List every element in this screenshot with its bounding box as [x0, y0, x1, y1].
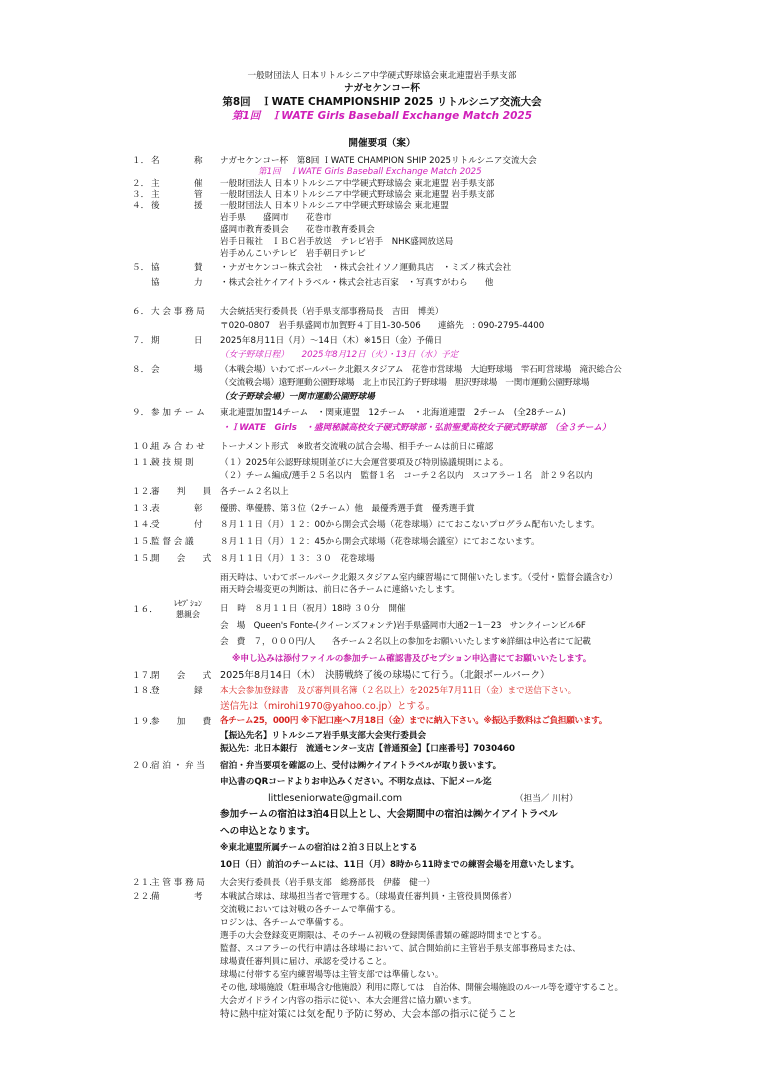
- event-name-girls: 第1回 ＩWATE Girls Baseball Exchange Match 2025: [258, 167, 482, 177]
- note-line: 球場責任審判員に届け、承認を受けること。: [220, 957, 392, 967]
- item-number: １２．: [132, 487, 158, 497]
- support-line: 盛岡市教育委員会 花巻市教育委員会: [220, 225, 375, 235]
- rules-line: （１）2025年公認野球規則並びに大会運営要項及び特別協議規則による。: [220, 458, 509, 468]
- lodging-email: littleseniorwate@gmail.com: [268, 793, 403, 804]
- item-label-closing: 閉 会 式: [151, 671, 212, 681]
- item-number: ２．: [132, 179, 150, 189]
- item-label-sponsor: 協 賛: [151, 263, 203, 273]
- item-label-dates: 期 日: [151, 336, 203, 346]
- manager-value: 一般財団法人 日本リトルシニア中学硬式野球協会 東北連盟 岩手県支部: [220, 190, 495, 200]
- party-note: ※申し込みは添付ファイルの参加チーム確認書及びセプション申込書にてお願いいたします。: [232, 654, 592, 664]
- item-label-support: 後 援: [151, 201, 203, 211]
- item-label-manager: 主 管: [151, 190, 203, 200]
- item-label-reception: 受 付: [151, 520, 203, 530]
- host-value: 一般財団法人 日本リトルシニア中学硬式野球協会 東北連盟 岩手県支部: [220, 179, 495, 189]
- party-fee: 会 費 ７，０００円/人 各チーム２名以上の参加をお願いいたします※詳細は申込者にて記載: [220, 637, 591, 647]
- bank-account-name: 【振込先名】リトルシニア岩手県支部大会実行委員会: [220, 731, 427, 741]
- umpires-value: 各チーム２名以上: [220, 487, 289, 497]
- bank-account-details: 振込先：北日本銀行 流通センター支店【普通預金】【口座番号】7030460: [220, 744, 516, 754]
- rain-note: 雨天時会場変更の判断は、前日に各チームに連絡いたします。: [220, 585, 460, 595]
- girls-dates: （女子野球日程） 2025年8月12日（火）・13日（水）予定: [220, 350, 459, 360]
- rain-note: 雨天時は、いわてボールパーク北銀スタジアム室内練習場にて開催いたします。（受付・監督会議含む）: [220, 573, 618, 583]
- note-line: 球場に付帯する室内練習場等は主管支部では準備しない。: [220, 970, 444, 980]
- registration-email: 送信先は（mirohi1970@yahoo.co.jp）とする。: [220, 701, 436, 712]
- note-line: 大会ガイドライン内容の指示に従い、本大会運営に協力願います。: [220, 996, 477, 1006]
- dates-value: 2025年8月11日（月）～14日（木）※15日（金）予備日: [220, 336, 443, 346]
- lodging-line: への申込となります。: [220, 826, 316, 837]
- item-label-teams: 参 加 チ ー ム: [151, 408, 205, 418]
- opening-value: ８月１１日（月）１３：３０ 花巻球場: [220, 554, 375, 564]
- item-number: ８．: [132, 365, 150, 375]
- cup-name: ナガセケンコー杯: [343, 83, 421, 94]
- item-label-opening: 開 会 式: [151, 554, 212, 564]
- item-label-rules: 競 技 規 則: [151, 458, 194, 468]
- item-number: １８．: [132, 686, 158, 696]
- item-label-fee: 参 加 費: [151, 717, 212, 727]
- venue-girls: （女子野球会場）一関市運動公園野球場: [220, 392, 375, 402]
- item-number: １４．: [132, 520, 158, 530]
- item-label-registration: 登 録: [151, 686, 203, 696]
- girls-teams: ・ＩWATE Girls ・盛岡秘誠高校女子硬式野球部・弘前聖愛高校女子硬式野球部 （全３チーム）: [222, 423, 611, 433]
- bracket-value: トーナメント形式 ※敗者交流戦の試合会場、相手チームは前日に確認: [220, 442, 494, 452]
- item-label-awards: 表 彰: [151, 504, 203, 514]
- item-number: ７．: [132, 336, 150, 346]
- organizer-line: 一般財団法人 日本リトルシニア中学硬式野球協会東北連盟岩手県支部: [247, 71, 517, 81]
- note-line: その他, 球場施設（駐車場含む他施設）利用に際しては 自治体、開催会場施設のルール等を遵守すること。: [220, 983, 623, 993]
- item-number: ９．: [132, 408, 150, 418]
- item-number: １０．: [132, 442, 158, 452]
- managers-meeting-value: ８月１１日（月）１２：45から開会式球場（花巻球場会議室）にておこないます。: [220, 537, 540, 547]
- secretariat-value: 大会実行委員長（岩手県支部 総務部長 伊藤 健一）: [220, 878, 435, 888]
- venue-exchange: （交流戦会場）遠野運動公園野球場 北上市民江釣子野球場 胆沢野球場 一関市運動公園野球場: [220, 378, 590, 388]
- item-label-umpires: 審 判 員: [151, 487, 212, 497]
- party-datetime: 日 時 ８月１１日（祝月）18時 ３０分 開催: [220, 604, 406, 614]
- item-label-office: 大 会 事 務 局: [151, 307, 205, 317]
- item-number: １９．: [132, 717, 158, 727]
- item-number: ２０．: [132, 761, 158, 771]
- item-number: ２１．: [132, 878, 158, 888]
- awards-value: 優勝、準優勝、第３位（2チーム）他 最優秀選手賞 優秀選手賞: [220, 504, 475, 514]
- item-label-host: 主 催: [151, 179, 203, 189]
- note-line: 監督、スコアラーの代行申請は各球場において、試合開始前に主管岩手県支部事務局または、: [220, 944, 581, 954]
- item-label-notes: 備 考: [151, 892, 203, 902]
- item-label-cooperation: 協 力: [151, 278, 203, 288]
- girls-subtitle: 第1回 ＩWATE Girls Baseball Exchange Match 2025: [231, 110, 533, 122]
- support-line: 岩手日報社 ＩＢＣ岩手放送 テレビ岩手 NHK盛岡放送局: [220, 237, 454, 247]
- venue-main: （本戦会場）いわてボールパーク北銀スタジアム 花巻市営球場 大迫野球場 雫石町営球場 滝沢総合公: [220, 365, 622, 375]
- lodging-line: 参加チームの宿泊は3泊4日以上とし、大会期間中の宿泊は㈱ケイアイトラベル: [220, 809, 558, 820]
- teams-value: 東北連盟加盟14チーム ・関東連盟 12チーム ・北海道連盟 2チーム (全28チーム): [220, 408, 566, 418]
- item-label-managers-meeting: 監 督 会 議: [151, 537, 194, 547]
- item-label-secretariat: 主 管 事 務 局: [151, 878, 205, 888]
- lodging-line: 申込書のQRコードよりお申込みください。不明な点は、下記メール迄: [220, 777, 492, 787]
- item-number: ４．: [132, 201, 150, 211]
- section-heading: 開催要項（案）: [348, 138, 416, 149]
- note-line: 選手の大会登録変更期限は、そのチーム初戦の登録関係書類の確認時間までとする。: [220, 931, 547, 941]
- note-line: 特に熱中症対策には気を配り予防に努め、大会本部の指示に従うこと: [220, 1009, 518, 1020]
- note-line: ロジンは、各チームで準備する。: [220, 918, 349, 928]
- item-number: ５．: [132, 263, 150, 273]
- item-number: １７．: [132, 671, 158, 681]
- item-number: １．: [132, 156, 150, 166]
- item-label-name: 名 称: [151, 156, 203, 166]
- support-line: 一般財団法人 日本リトルシニア中学硬式野球協会 東北連盟: [220, 201, 449, 211]
- fee-value: 各チーム25，000円 ※下記口座へ7月18日（金）までに納入下さい。※振込手数料はご負担願います。: [220, 716, 608, 726]
- office-address: 〒020-0807 岩手県盛岡市加賀野４丁目1-30-506 連絡先 : 090-2795-4400: [220, 321, 545, 331]
- item-label-lodging: 宿 泊 ・ 弁 当: [151, 761, 205, 771]
- registration-value: 本大会参加登録書 及び審判員名簿（２名以上）を2025年7月11日（金）まで送信下さい。: [220, 686, 577, 696]
- note-line: 本戦試合球は、球場担当者で管理する。（球場責任審判員・主管役員関係者）: [220, 892, 517, 902]
- item-label-venues: 会 場: [151, 365, 203, 375]
- lodging-line: 10日（日）前泊のチームには、11日（月）8時から11時までの練習会場を用意いたします。: [220, 860, 580, 870]
- item-label-bracket: 組 み 合 わ せ: [151, 442, 205, 452]
- support-line: 岩手県 盛岡市 花巻市: [220, 213, 332, 223]
- sponsor-value: ・ナガセケンコー株式会社 ・株式会社イソノ運動具店 ・ミズノ株式会社: [220, 263, 512, 273]
- lodging-line: ※東北連盟所属チームの宿泊は２泊３日以上とする: [220, 843, 418, 853]
- reception-value: ８月１１日（月）１２：00から開会式会場（花巻球場）にておこないプログラム配布いたします。: [220, 520, 600, 530]
- lodging-contact: （担当／ 川村）: [515, 794, 578, 804]
- item-number: １１．: [132, 458, 158, 468]
- event-name: ナガセケンコー杯 第8回 ＩWATE CHAMPION SHIP 2025リトルシニア交流大会: [220, 156, 537, 166]
- item-label-party: ﾚｾﾌﾟｼｮﾝ 懇親会: [174, 599, 202, 619]
- item-number: １３．: [132, 504, 158, 514]
- rules-line: （２）チーム編成/選手２５名以内 監督１名 コーチ２名以内 スコアラー１名 計２９名以内: [220, 471, 593, 481]
- party-venue: 会 場 Queen's Fonte-(クイーンズフォンテ)岩手県盛岡市大通2－1－23 サンクイーンビル6F: [220, 621, 586, 631]
- item-number: １６．: [132, 605, 158, 615]
- support-line: 岩手めんこいテレビ 岩手朝日テレビ: [220, 249, 366, 259]
- cooperation-value: ・株式会社ケイアイトラベル・株式会社志百家 ・写真すがわら 他: [220, 278, 494, 288]
- closing-value: 2025年8月14日（木） 決勝戦終了後の球場にて行う。（北銀ボールパーク）: [220, 670, 550, 681]
- item-number: １５．: [132, 554, 158, 564]
- lodging-line: 宿泊・弁当要項を確認の上、受付は㈱ケイアイトラベルが取り扱います。: [220, 761, 502, 771]
- item-number: ６．: [132, 307, 150, 317]
- item-number: １５．: [132, 537, 158, 547]
- note-line: 交流戦においては対戦の各チームで準備する。: [220, 905, 401, 915]
- item-number: ２２．: [132, 892, 158, 902]
- item-number: ３．: [132, 190, 150, 200]
- office-line: 大会統括実行委員長（岩手県支部事務局長 吉田 博美）: [220, 307, 444, 317]
- page-title: 第8回 ＩWATE CHAMPIONSHIP 2025 リトルシニア交流大会: [222, 96, 542, 108]
